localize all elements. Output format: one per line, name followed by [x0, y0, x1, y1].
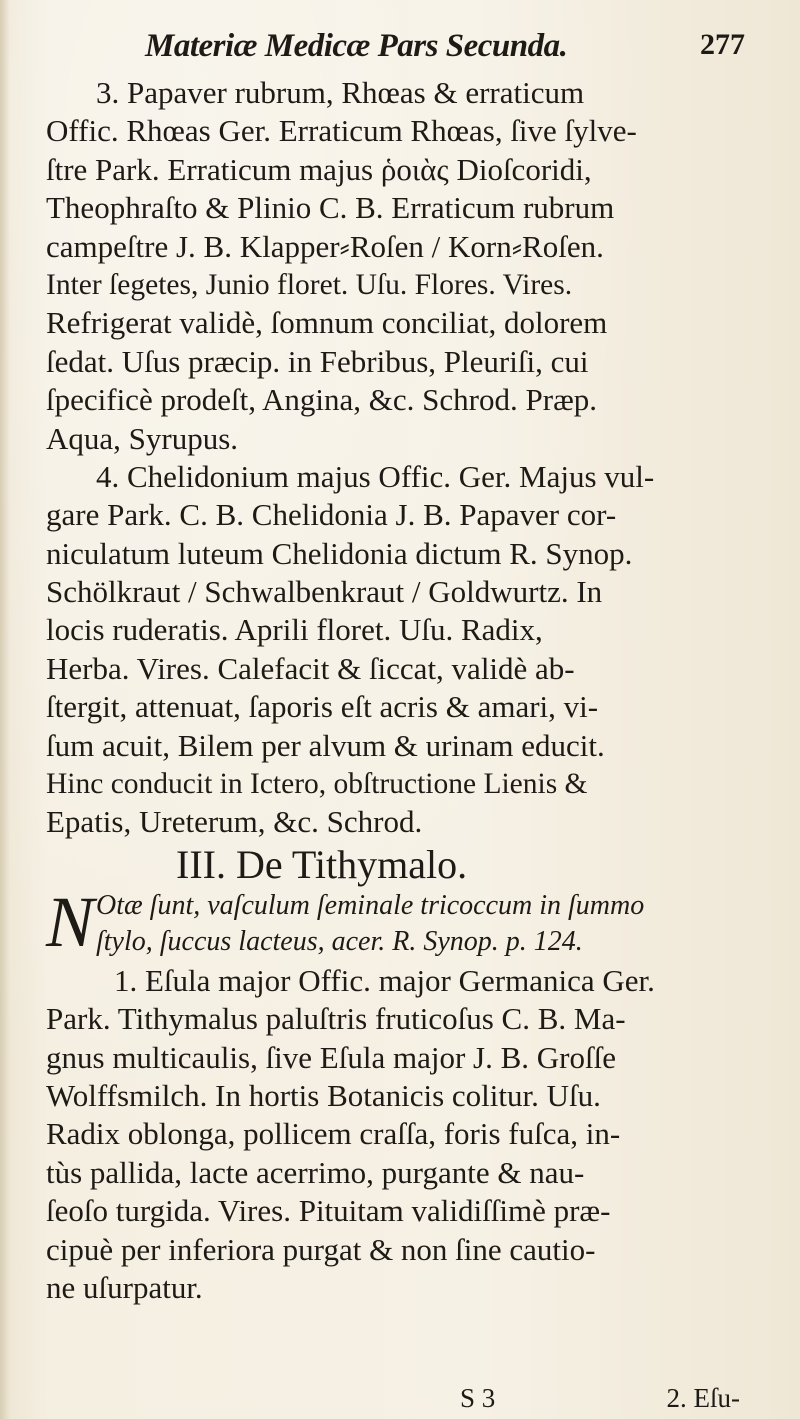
running-head: [145, 28, 745, 68]
drop-cap-initial: N: [46, 881, 95, 962]
notae-paragraph: [46, 881, 776, 962]
text-line: campeſtre J. B. Klapper⸗Roſen / Korn⸗Roſen.: [46, 228, 604, 264]
text-line: Inter ſegetes, Junio floret. Uſu. Flores. Vires.: [46, 268, 573, 301]
text-line: Schölkraut / Schwalbenkraut / Goldwurtz. In: [46, 574, 603, 610]
text-line: Wolffsmilch. In hortis Botanicis colitur. Uſu.: [46, 1077, 601, 1113]
text-line: Herba. Vires. Calefacit & ſiccat, validè ab-: [46, 650, 575, 686]
text-line: ſtergit, attenuat, ſaporis eſt acris & amari, vi-: [46, 689, 599, 725]
text-line: ſedat. Uſus præcip. in Febribus, Pleuriſi, cui: [46, 343, 589, 379]
text-line: ſtylo, ſuccus lacteus, acer. R. Synop. p. 124.: [96, 925, 583, 957]
text-line: gnus multicaulis, ſive Eſula major J. B. Groſſe: [46, 1039, 616, 1075]
text-line: gare Park. C. B. Chelidonia J. B. Papaver cor-: [46, 497, 617, 533]
text-line: Radix oblonga, pollicem craſſa, foris fuſca, in-: [46, 1116, 621, 1152]
text-line: Hinc conducit in Ictero, obſtructione Lienis &: [46, 768, 588, 801]
section-heading: III. De Tithymalo.: [176, 841, 468, 887]
text-line: locis ruderatis. Aprili floret. Uſu. Radix,: [46, 612, 543, 648]
catchword: 2. Eſu-: [666, 1383, 740, 1413]
text-line: ne uſurpatur.: [46, 1269, 203, 1305]
text-line: Park. Tithymalus paluſtris fruticoſus C. B. Ma-: [46, 1001, 626, 1037]
text-line: ſpecificè prodeſt, Angina, &c. Schrod. Præp.: [46, 382, 597, 418]
signature-mark: S 3: [460, 1383, 496, 1413]
text-line: 4. Chelidonium majus Offic. Ger. Majus vul-: [96, 458, 655, 494]
running-title: Materiæ Medicæ Pars Secunda.: [145, 28, 568, 64]
text-line: ſum acuit, Bilem per alvum & urinam educit.: [46, 727, 605, 763]
text-line: Otæ ſunt, vaſculum ſeminale tricoccum in ſummo: [96, 889, 645, 921]
text-line: Epatis, Ureterum, &c. Schrod.: [46, 804, 423, 840]
text-line: 3. Papaver rubrum, Rhœas & erraticum: [96, 75, 585, 110]
text-line: cipuè per inferiora purgat & non ſine cautio-: [46, 1231, 596, 1267]
page-number: 277: [700, 28, 745, 61]
page-footer: [460, 1382, 780, 1414]
text-line: ſeoſo turgida. Vires. Pituitam validiſſimè præ-: [46, 1193, 611, 1229]
text-line: 1. Eſula major Offic. major Germanica Ger.: [114, 962, 655, 998]
text-line: tùs pallida, lacte acerrimo, purgante & nau-: [46, 1154, 585, 1190]
text-line: Offic. Rhœas Ger. Erraticum Rhœas, ſive ſylve-: [46, 113, 637, 149]
text-line: Refrigerat validè, ſomnum conciliat, dolorem: [46, 305, 608, 341]
text-line: Theophraſto & Plinio C. B. Erraticum rubrum: [46, 190, 615, 226]
text-line: Aqua, Syrupus.: [46, 420, 239, 456]
page-gutter-shadow: [0, 0, 10, 1419]
text-line: ſtre Park. Erraticum majus ῥοιὰς Dioſcoridi,: [46, 151, 592, 187]
text-block: [46, 74, 776, 1307]
text-line: niculatum luteum Chelidonia dictum R. Synop.: [46, 535, 633, 571]
